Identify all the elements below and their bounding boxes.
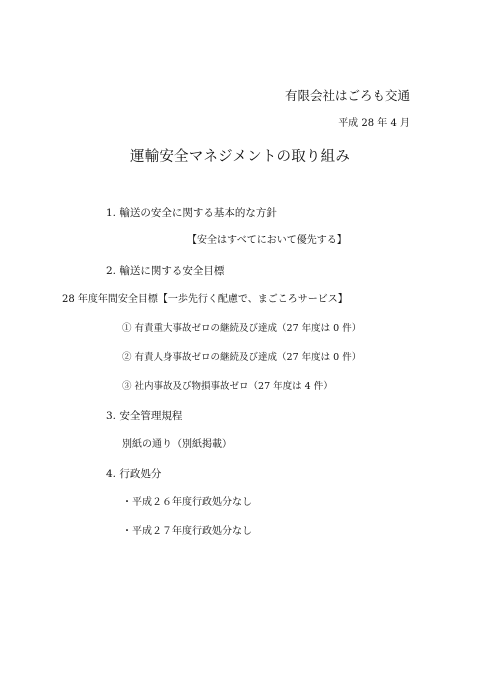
policy-statement: 【安全はすべてにおいて優先する】 (187, 235, 347, 246)
section-heading-disposition: 4. 行政処分 (106, 468, 162, 480)
goal-item: ② 有責人身事故ゼロの継続及び達成（27 年度は 0 件） (122, 352, 362, 363)
section-heading-regulation: 3. 安全管理規程 (106, 410, 183, 422)
document-date: 平成 28 年 4 月 (338, 118, 410, 129)
section-heading-policy: 1. 輸送の安全に関する基本的な方針 (106, 207, 277, 219)
company-name: 有限会社はごろも交通 (284, 88, 410, 103)
disposition-item: ・平成２６年度行政処分なし (122, 497, 252, 508)
section-heading-goals: 2. 輸送に関する安全目標 (106, 265, 225, 277)
document-title: 運輸安全マネジメントの取り組み (129, 149, 351, 165)
disposition-item: ・平成２７年度行政処分なし (122, 526, 252, 537)
goal-item: ③ 社内事故及び物損事故ゼロ（27 年度は 4 件） (122, 381, 333, 392)
annual-safety-goal: 28 年度年間安全目標【一歩先行く配慮で、まごころサービス】 (62, 294, 348, 305)
regulation-text: 別紙の通り（別紙掲載） (122, 439, 232, 450)
goal-item: ① 有責重大事故ゼロの継続及び達成（27 年度は 0 件） (122, 323, 362, 334)
